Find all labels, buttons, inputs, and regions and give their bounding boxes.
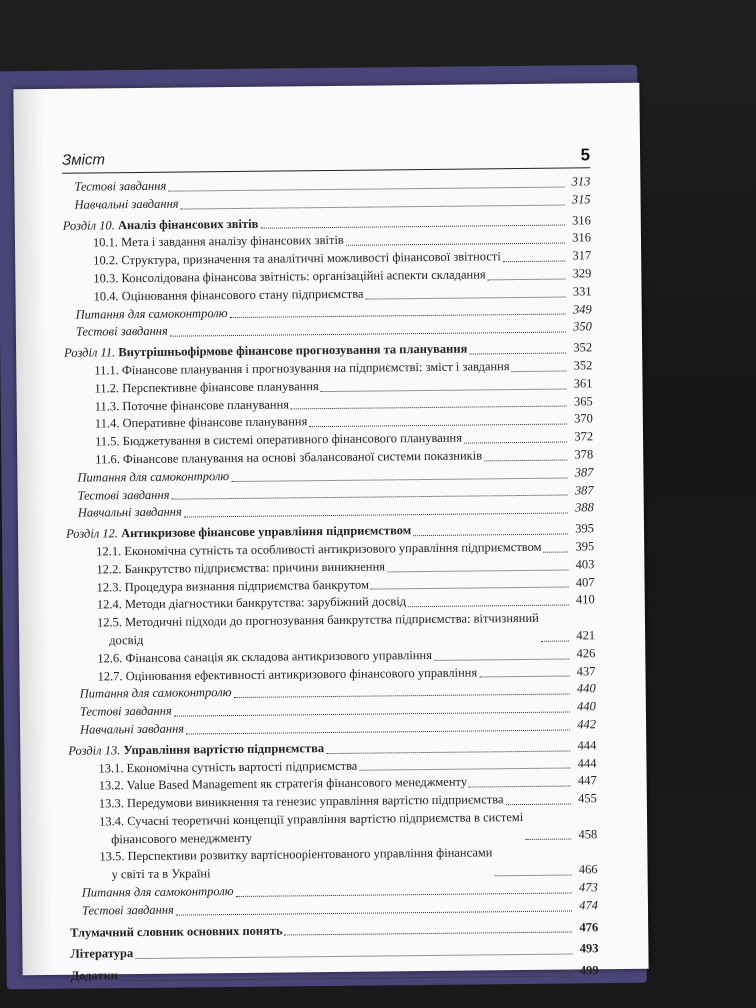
table-of-contents <box>62 173 598 986</box>
chapter-name: Антикризове фінансове управління підприємством <box>121 523 412 541</box>
dot-leader <box>413 533 568 536</box>
toc-entry-line: Тестові завдання <box>81 902 174 918</box>
dot-leader <box>135 954 572 960</box>
toc-entry-line: Тестові завдання <box>75 324 168 340</box>
toc-entry-line: Література <box>70 946 134 962</box>
toc-entry-line: 11.5. Бюджетування в системі оперативного фінансового планування <box>94 430 463 449</box>
toc-page-number: 437 <box>576 663 596 678</box>
toc-entry-line: 11.2. Перспективне фінансове планування <box>94 378 319 396</box>
toc-page-number: 372 <box>574 429 594 444</box>
toc-page-number: 365 <box>573 393 593 409</box>
dot-leader <box>260 225 564 229</box>
toc-entry-line: Питання для самоконтролю <box>79 685 232 701</box>
running-header <box>62 141 590 171</box>
toc-entry-text <box>70 946 135 964</box>
dot-leader <box>184 513 568 518</box>
toc-entry-text <box>77 468 231 487</box>
toc-page-number: 499 <box>579 963 599 978</box>
toc-page-number: 316 <box>572 230 592 245</box>
toc-entry-line: 10.3. Консолідована фінансова звітність: організаційні аспекти складання <box>93 267 486 286</box>
dot-leader <box>234 694 570 699</box>
dot-leader <box>506 803 571 805</box>
toc-page-number: 395 <box>575 539 595 554</box>
toc-entry-line: Тестові завдання <box>77 487 170 503</box>
toc-entry-line: 10.4. Оцінювання фінансового стану підприємства <box>93 286 364 304</box>
toc-entry-text <box>70 922 285 942</box>
dot-leader <box>541 640 569 641</box>
toc-page-number: 352 <box>573 358 593 373</box>
toc-entry-line: 12.7. Оцінювання ефективності антикризового фінансового управління <box>97 664 478 683</box>
toc-page-number: 421 <box>576 628 596 643</box>
toc-entry <box>69 808 597 849</box>
toc-page-number: 349 <box>572 301 592 317</box>
toc-entry-line: 12.4. Методи діагностики банкрутства: зарубіжний досвід <box>96 594 407 612</box>
toc-entry-text <box>99 809 526 849</box>
toc-entry-line: 10.2. Структура, призначення та аналітичні можливості фінансової звітності <box>93 249 501 268</box>
toc-page-number: 455 <box>578 791 597 806</box>
toc-entry-text <box>76 323 170 342</box>
toc-entry-line-2: досвід <box>109 632 144 648</box>
toc-page-number: 466 <box>578 862 598 877</box>
dot-leader <box>181 204 565 209</box>
toc-page-number: 350 <box>573 319 592 334</box>
toc-entry-line-2: фінансового менеджменту <box>111 830 253 847</box>
toc-entry-line: Питання для самоконтролю <box>75 305 228 322</box>
dot-leader <box>387 569 568 572</box>
dot-leader <box>168 186 564 191</box>
dot-leader <box>176 910 572 915</box>
dot-leader <box>469 786 571 788</box>
dot-leader <box>503 261 565 263</box>
toc-page-number: 444 <box>577 755 597 770</box>
toc-entry-line: 13.2. Value Based Management як стратегія фінансового менеджменту <box>98 774 468 793</box>
toc-page-number: 315 <box>571 192 591 207</box>
dot-leader <box>359 768 570 771</box>
toc-page-number: 407 <box>575 574 595 589</box>
toc-page-number: 493 <box>579 941 599 956</box>
header-page-number: 5 <box>580 145 591 165</box>
chapter-label: Розділ 11. <box>64 345 116 360</box>
toc-page-number: 388 <box>574 500 594 515</box>
header-rule <box>62 167 590 174</box>
chapter-name: Аналіз фінансових звітів <box>117 216 259 232</box>
toc-page-number: 447 <box>577 773 597 788</box>
dot-leader <box>495 875 572 877</box>
toc-section-entry <box>70 919 598 942</box>
toc-entry <box>67 609 595 650</box>
chapter-label: Розділ 10. <box>62 217 115 233</box>
toc-entry-line: 11.3. Поточне фінансове планування <box>94 396 290 414</box>
dot-leader <box>236 892 572 897</box>
dot-leader <box>186 729 570 734</box>
toc-page-number: 476 <box>579 919 599 935</box>
toc-page-number: 387 <box>574 482 594 497</box>
dot-leader <box>484 459 567 461</box>
dot-leader <box>434 658 569 660</box>
toc-entry-text <box>80 720 186 739</box>
toc-entry-text <box>78 486 172 505</box>
toc-entry-text <box>94 378 320 398</box>
toc-entry-text <box>82 902 176 921</box>
toc-page-number: 458 <box>578 826 598 842</box>
toc-page-number: 331 <box>572 284 592 299</box>
dot-leader <box>346 243 565 246</box>
toc-entry-text <box>99 845 494 885</box>
dot-leader <box>525 839 571 840</box>
toc-entry-text <box>80 684 234 703</box>
dot-leader <box>408 605 569 608</box>
toc-page-number: 370 <box>574 411 593 426</box>
toc-page-number: 403 <box>575 556 595 572</box>
toc-entry-text <box>95 414 310 434</box>
toc-entry-line: Додатки <box>70 968 119 984</box>
dot-leader <box>469 352 566 354</box>
toc-page-number: 474 <box>579 898 599 913</box>
toc-entry-line: Тестові завдання <box>79 703 172 719</box>
toc-entry-line: 11.1. Фінансове планування і прогнозування на підприємстві: зміст і завдання <box>94 359 510 378</box>
toc-entry-text <box>71 968 120 986</box>
toc-section-entry <box>70 941 598 964</box>
dot-leader <box>321 388 567 392</box>
dot-leader <box>285 932 573 936</box>
toc-entry-line: Тестові завдання <box>74 178 167 194</box>
toc-entry-line-2: у світі та в Україні <box>111 866 211 882</box>
toc-entry-line: 10.1. Мета і завдання аналізу фінансових звітів <box>92 233 344 250</box>
chapter-label: Розділ 13. <box>68 742 121 758</box>
dot-leader <box>544 551 569 552</box>
toc-entry-line: 13.5. Перспективи розвитку вартіснооріентованого управління фінансами <box>99 845 493 864</box>
toc-entry-line: 12.5. Методичні підходи до прогнозування банкрутства підприємства: вітчизняний <box>96 610 539 630</box>
toc-entry-line: Тлумачний словник основних понять <box>70 923 283 940</box>
dot-leader <box>120 976 573 982</box>
chapter-name: Внутрішньофірмове фінансове прогнозування та планування <box>118 341 468 360</box>
toc-entry-line: Навчальні завдання <box>77 504 182 520</box>
dot-leader <box>291 406 567 410</box>
toc-page-number: 442 <box>577 717 597 732</box>
toc-entry-text <box>78 504 184 523</box>
book-page <box>13 83 648 984</box>
dot-leader <box>170 332 566 337</box>
toc-entry-text <box>63 215 261 235</box>
toc-page-number: 317 <box>572 248 592 263</box>
dot-leader <box>488 278 566 280</box>
toc-page-number: 440 <box>577 699 596 714</box>
toc-entry-line: 13.4. Сучасні теоретичні концепції управління вартістю підприємства в системі <box>98 809 524 829</box>
toc-entry <box>69 844 597 885</box>
toc-entry-line: 13.3. Передумови виникнення та генезис управління вартістю підприємства <box>98 792 504 811</box>
toc-entry-line: 12.2. Банкрутство підприємства: причини виникнення <box>96 559 386 577</box>
toc-entry-line: Навчальні завдання <box>80 721 185 737</box>
toc-entry-text <box>75 195 181 214</box>
toc-entry-line: 13.1. Економічна сутність вартості підприємства <box>98 758 358 775</box>
toc-entry-line: Навчальні завдання <box>74 196 179 212</box>
toc-page-number: 361 <box>573 376 593 391</box>
dot-leader <box>479 676 569 678</box>
toc-entry-line: Питання для самоконтролю <box>77 468 230 485</box>
toc-page-number: 313 <box>571 174 591 189</box>
toc-entry-text <box>76 305 230 324</box>
dot-leader <box>230 314 566 319</box>
dot-leader <box>512 370 567 372</box>
toc-entry-line: 12.3. Процедура визнання підприємства банкрутом <box>96 577 370 594</box>
toc-page-number: 410 <box>575 592 595 607</box>
toc-entry-text <box>74 178 168 197</box>
dot-leader <box>309 424 567 428</box>
toc-entry-line: 12.1. Економічна сутність та особливості антикризового управління підприємством <box>96 539 542 559</box>
toc-page-number: 352 <box>573 340 593 355</box>
dot-leader <box>231 477 567 482</box>
toc-entry-text <box>82 883 236 902</box>
toc-page-number: 473 <box>578 880 598 895</box>
toc-entry-line: 11.6. Фінансове планування на основі збалансованої системи показників <box>95 448 483 467</box>
toc-page-number: 316 <box>571 212 591 228</box>
toc-entry-line: 12.6. Фінансова санація як складова антикризового управління <box>97 647 433 666</box>
toc-page-number: 329 <box>572 266 592 281</box>
chapter-label: Розділ 12. <box>65 526 119 541</box>
toc-entry-line: Питання для самоконтролю <box>81 884 234 900</box>
header-title: Зміст <box>62 151 106 169</box>
toc-entry-text <box>97 610 541 650</box>
toc-page-number: 444 <box>577 737 597 753</box>
toc-page-number: 378 <box>574 447 594 462</box>
dot-leader <box>464 441 567 443</box>
dot-leader <box>371 587 569 590</box>
dot-leader <box>174 711 570 716</box>
toc-page-number: 395 <box>575 521 595 536</box>
dot-leader <box>326 750 570 754</box>
toc-page-number: 426 <box>576 645 596 661</box>
chapter-name: Управління вартістю підприємства <box>123 740 325 757</box>
toc-page-number: 440 <box>576 681 596 696</box>
toc-entry-text <box>95 396 291 416</box>
toc-entry-line: 11.4. Оперативне фінансове планування <box>94 414 308 431</box>
dot-leader <box>172 495 568 500</box>
toc-entry-text <box>80 703 174 722</box>
toc-page-number: 387 <box>574 464 594 480</box>
dot-leader <box>366 296 566 299</box>
